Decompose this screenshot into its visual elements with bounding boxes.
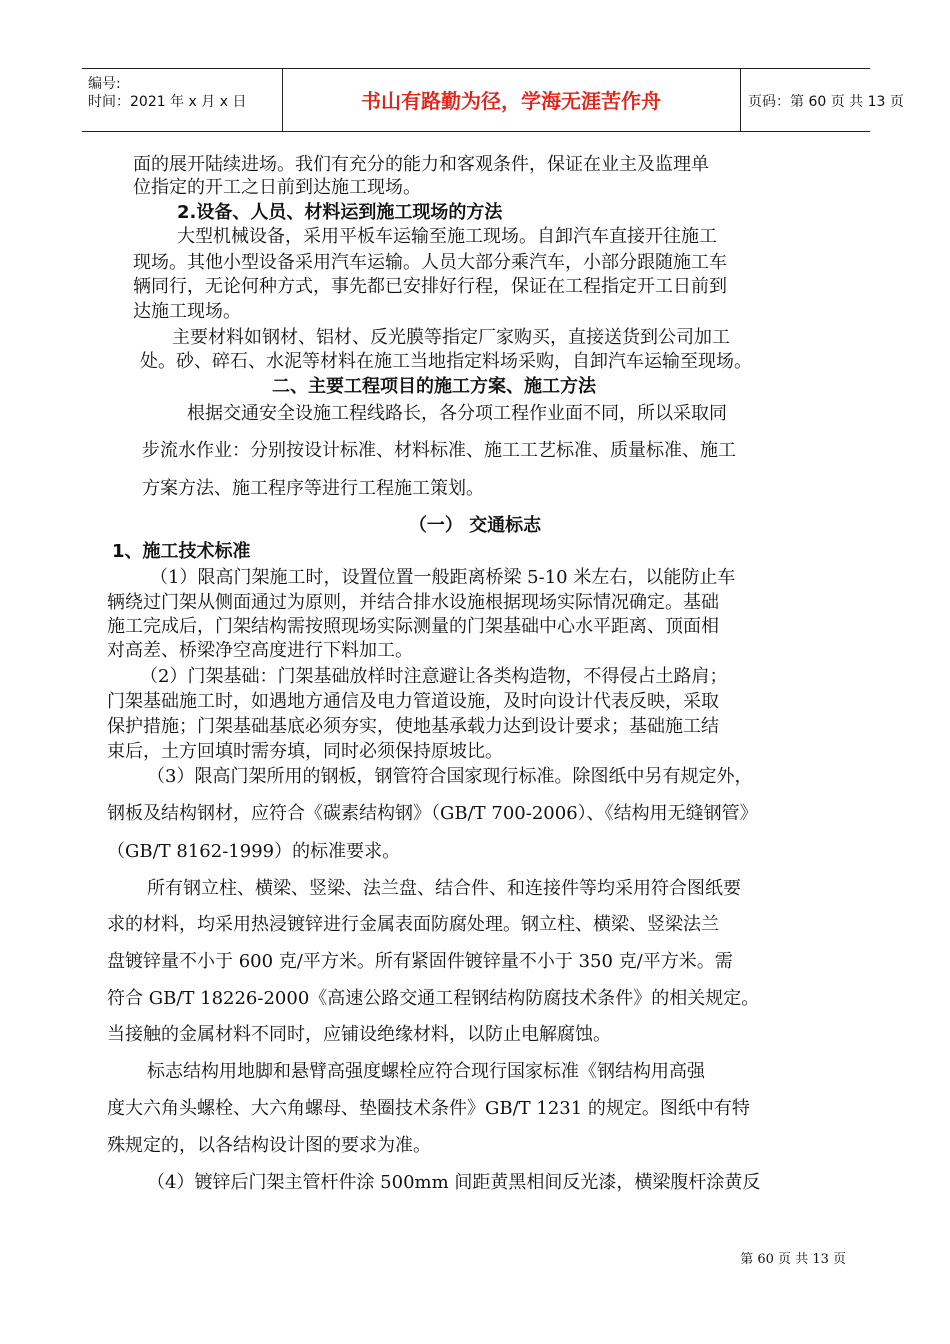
body-line: 面的展开陆续进场。我们有充分的能力和客观条件，保证在业主及监理单 [133,154,709,175]
doc-number-label: 编号: [88,76,121,92]
section-heading: 2.设备、人员、材料运到施工现场的方法 [177,202,503,223]
body-line: 标志结构用地脚和悬臂高强度螺栓应符合现行国家标准《钢结构用高强 [147,1061,705,1082]
subsection-heading: （一） 交通标志 [408,515,542,536]
body-line: （GB/T 8162-1999）的标准要求。 [107,841,401,862]
chapter-heading: 二、主要工程项目的施工方案、施工方法 [272,376,596,397]
body-line: 符合 GB/T 18226-2000《高速公路交通工程钢结构防腐技术条件》的相关规定。 [107,988,760,1009]
body-line: （3）限高门架所用的钢板，钢管符合国家现行标准。除图纸中另有规定外， [147,766,753,787]
header-left-cell [82,69,283,131]
doc-date-label: 时间：2021 年 x 月 x 日 [88,94,247,110]
section-heading: 1、施工技术标准 [112,541,251,562]
page-footer: 第 60 页 共 13 页 [740,1252,846,1267]
header-page-cell [740,69,904,131]
body-line: 大型机械设备，采用平板车运输至施工现场。自卸汽车直接开往施工 [177,226,717,247]
body-line: （1）限高门架施工时，设置位置一般距离桥梁 5-10 米左右，以能防止车 [150,567,736,588]
body-line: 主要材料如钢材、铝材、反光膜等指定厂家购买，直接送货到公司加工 [172,327,730,348]
body-line: 辆同行，无论何种方式，事先都已安排好行程，保证在工程指定开工日前到 [133,276,727,297]
body-line: 施工完成后，门架结构需按照现场实际测量的门架基础中心水平距离、顶面相 [107,616,719,637]
body-line: 钢板及结构钢材，应符合《碳素结构钢》（GB/T 700-2006）、《结构用无缝钢管》 [107,803,758,824]
body-line: 现场。其他小型设备采用汽车运输。人员大部分乘汽车，小部分跟随施工车 [133,252,727,273]
body-line: 保护措施；门架基础基底必须夯实，使地基承载力达到设计要求；基础施工结 [107,716,719,737]
body-line: 对高差、桥梁净空高度进行下料加工。 [107,640,413,661]
body-line: 处。砂、碎石、水泥等材料在施工当地指定料场采购，自卸汽车运输至现场。 [140,351,752,372]
body-line: 当接触的金属材料不同时，应铺设绝缘材料，以防止电解腐蚀。 [107,1024,611,1045]
body-line: 束后，土方回填时需夯填，同时必须保持原坡比。 [107,741,503,762]
body-line: 所有钢立柱、横梁、竖梁、法兰盘、结合件、和连接件等均采用符合图纸要 [147,878,741,899]
body-line: 方案方法、施工程序等进行工程施工策划。 [142,478,484,499]
body-line: 门架基础施工时，如遇地方通信及电力管道设施，及时向设计代表反映，采取 [107,691,719,712]
body-line: 辆绕过门架从侧面通过为原则，并结合排水设施根据现场实际情况确定。基础 [107,592,719,613]
body-line: 度大六角头螺栓、大六角螺母、垫圈技术条件》GB/T 1231 的规定。图纸中有特 [107,1098,750,1119]
body-line: （4）镀锌后门架主管杆件涂 500mm 间距黄黑相间反光漆，横梁腹杆涂黄反 [147,1172,761,1193]
body-line: 求的材料，均采用热浸镀锌进行金属表面防腐处理。钢立柱、横梁、竖梁法兰 [107,914,719,935]
body-line: （2）门架基础：门架基础放样时注意避让各类构造物，不得侵占土路肩； [140,666,728,687]
body-line: 达施工现场。 [133,301,241,322]
body-line: 根据交通安全设施工程线路长，各分项工程作业面不同，所以采取同 [187,403,727,424]
header-motto: 书山有路勤为径，学海无涯苦作舟 [361,89,661,113]
body-line: 盘镀锌量不小于 600 克/平方米。所有紧固件镀锌量不小于 350 克/平方米。需 [107,951,733,972]
body-line: 步流水作业：分别按设计标准、材料标准、施工工艺标准、质量标准、施工 [142,440,736,461]
body-line: 位指定的开工之日前到达施工现场。 [133,177,421,198]
header-page-info: 页码：第 60 页 共 13 页 [748,94,904,110]
header-motto-cell [282,69,741,131]
body-line: 殊规定的，以各结构设计图的要求为准。 [107,1135,431,1156]
page-header [82,68,904,132]
